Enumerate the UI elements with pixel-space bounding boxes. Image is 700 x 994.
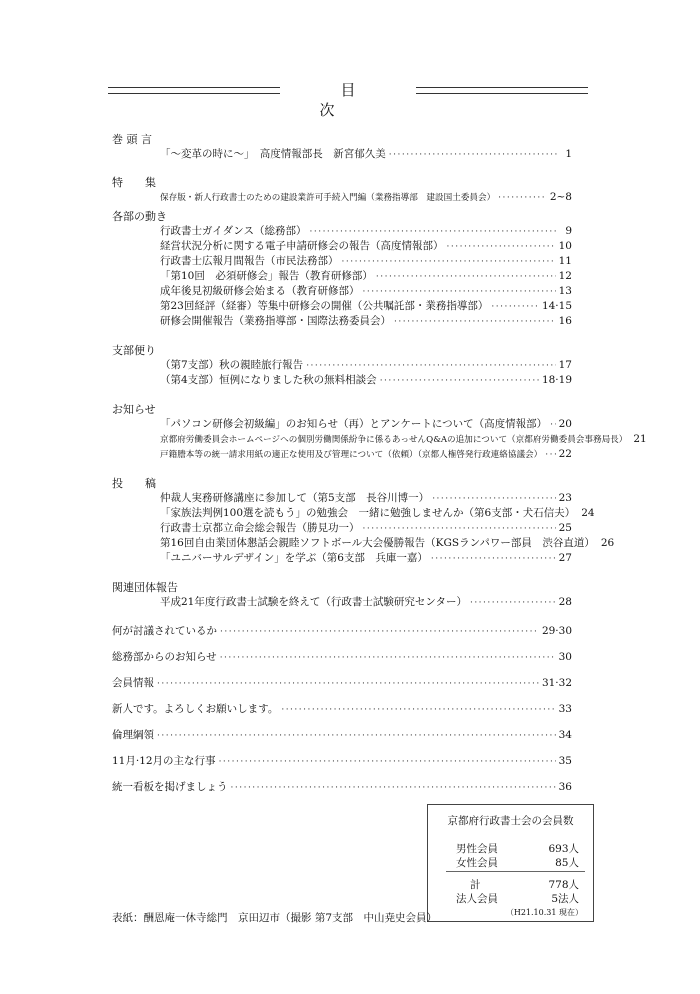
member-count-box: [427, 804, 594, 922]
toc-leader-dots: [306, 359, 555, 374]
toc-entry-title: 総務部からのお知らせ: [112, 651, 217, 663]
toc-page-number: 27: [558, 552, 572, 564]
toc-page-number: 11: [558, 255, 572, 267]
toc-entry-title: 成年後見初級研修会始まる（教育研修部）: [160, 285, 360, 297]
toc-entry: [112, 551, 572, 566]
toc-leader-dots: [380, 374, 539, 389]
toc-leader-dots: [231, 781, 556, 796]
toc-leader-dots: [220, 625, 539, 640]
page-title: 目 次: [319, 81, 455, 119]
toc-leader-dots: [342, 255, 556, 270]
toc-section-heading: 関連団体報告: [112, 581, 178, 594]
toc-entry: [112, 521, 572, 536]
member-row-male: [456, 841, 579, 856]
toc-leader-dots: [550, 418, 555, 433]
toc-page-number: 25: [558, 522, 572, 534]
toc-page-number: 10: [558, 240, 572, 252]
toc-page-number: 1: [565, 148, 572, 160]
toc-page-number: 35: [558, 755, 572, 767]
toc-leader-dots: [432, 492, 555, 507]
toc-page-number: 30: [558, 651, 572, 663]
member-value: 85人: [555, 857, 579, 869]
toc-page-number: 29·30: [541, 625, 572, 637]
toc-entry-title: 「～変革の時に～」 高度情報部長 新宮郁久美: [160, 148, 386, 160]
toc-page-number: 36: [558, 781, 572, 793]
toc-entry: [112, 536, 615, 551]
toc-entry: [112, 284, 572, 299]
toc-page-number: 13: [558, 285, 572, 297]
toc-standalone-entry: [112, 780, 572, 795]
toc-entry-title: 京都府労働委員会ホームページへの個別労働関係紛争に係るあっせんQ&Aの追加について（京都府労働委員会事務局長）: [160, 435, 628, 445]
member-row-female: [456, 855, 579, 870]
toc-entry: [112, 269, 572, 284]
toc-entry: [112, 432, 647, 447]
cover-caption: 表紙：酬恩庵一休寺総門 京田辺市（撮影 第7支部 中山尭史会員）: [112, 912, 438, 924]
toc-entry-title: 統一看板を掲げましょう: [112, 781, 228, 793]
member-box-title: 京都府行政書士会の会員数: [447, 815, 574, 827]
member-label: 法人会員: [456, 893, 498, 905]
toc-page-number: 23: [558, 492, 572, 504]
toc-entry-title: 「第10回 必須研修会」報告（教育研修部）: [160, 270, 373, 282]
toc-header: [108, 80, 588, 119]
toc-entry-title: 保存版・新人行政書士のための建設業許可手続入門編（業務指導部 建設国土委員会）: [160, 193, 496, 203]
toc-page-number: 20: [558, 418, 572, 430]
toc-section-heading: 各部の動き: [112, 210, 167, 223]
toc-entry-title: 何が討議されているか: [112, 625, 217, 637]
toc-leader-dots: [309, 225, 557, 240]
toc-entry-title: 「家族法判例100選を読もう」の勉強会 一緒に勉強しませんか（第6支部・犬石信夫）: [160, 507, 576, 519]
toc-leader-dots: [491, 300, 539, 315]
toc-entry-title: 新人です。よろしくお願いします。: [112, 703, 279, 715]
toc-entry-title: 行政書士京都立命会総会報告（勝見功一）: [160, 522, 360, 534]
toc-standalone-entry: [112, 676, 572, 691]
toc-page-number: 2~8: [549, 191, 572, 203]
toc-leader-dots: [363, 522, 556, 537]
toc-leader-dots: [376, 270, 556, 285]
toc-entry-title: 「パソコン研修会初級編」のお知らせ（再）とアンケートについて（高度情報部）: [160, 418, 548, 430]
toc-entry-title: 行政書士広報月間報告（市民法務部）: [160, 255, 339, 267]
toc-page-number: 34: [558, 729, 572, 741]
toc-standalone-entry: [112, 702, 572, 717]
header-rule-right: [416, 87, 588, 94]
toc-leader-dots: [363, 285, 556, 300]
toc-entry-title: 行政書士ガイダンス（総務部）: [160, 225, 307, 237]
toc-page-number: 17: [558, 359, 572, 371]
toc-leader-dots: [157, 729, 556, 744]
toc-entry: [112, 314, 572, 329]
table-of-contents: [112, 132, 647, 795]
toc-entry: [112, 299, 572, 314]
toc-page-number: 14·15: [541, 300, 572, 312]
toc-page-number: 24: [581, 507, 595, 519]
toc-page-number: 31·32: [541, 677, 572, 689]
toc-leader-dots: [220, 651, 556, 666]
member-box-note: （H21.10.31 現在）: [505, 908, 583, 917]
toc-entry-title: 経営状況分析に関する電子申請研修会の報告（高度情報部）: [160, 240, 444, 252]
toc-entry: [112, 506, 595, 521]
toc-leader-dots: [447, 240, 556, 255]
toc-leader-dots: [157, 677, 539, 692]
toc-entry: [112, 254, 572, 269]
toc-entry-title: 戸籍謄本等の統一請求用紙の適正な使用及び管理について（依頼）（京都人権啓発行政連絡協議会）: [160, 450, 543, 460]
toc-entry-title: 研修会開催報告（業務指導部・国際法務委員会）: [160, 315, 391, 327]
toc-leader-dots: [389, 148, 557, 163]
toc-entry: [112, 373, 572, 388]
toc-leader-dots: [545, 448, 555, 463]
toc-entry-title: （第7支部）秋の親睦旅行報告: [160, 359, 304, 371]
toc-standalone-entry: [112, 728, 572, 743]
toc-section-heading: お知らせ: [112, 403, 156, 416]
toc-entry-title: 「ユニバーサルデザイン」を学ぶ（第6支部 兵庫一嘉）: [160, 552, 428, 564]
toc-entry-title: 会員情報: [112, 677, 154, 689]
member-row-corp: [456, 891, 579, 906]
header-rule-left: [108, 87, 280, 94]
member-row-total: [456, 877, 579, 892]
toc-entry-title: （第4支部）恒例になりました秋の無料相談会: [160, 374, 377, 386]
toc-entry-title: 平成21年度行政書士試験を終えて（行政書士試験研究センター）: [160, 596, 467, 608]
toc-entry-title: 第16回自由業団体懇話会親睦ソフトボール大会優勝報告（KGSランパワー部員 渋谷直道）: [160, 537, 595, 549]
toc-entry: [112, 491, 572, 506]
member-box-divider: [446, 871, 585, 872]
toc-entry-title: 11月·12月の主な行事: [112, 755, 216, 767]
toc-leader-dots: [470, 596, 556, 611]
toc-section-heading: 支部便り: [112, 344, 156, 357]
toc-leader-dots: [219, 755, 556, 770]
toc-page-number: 18·19: [541, 374, 572, 386]
member-value: 693人: [548, 843, 579, 855]
toc-leader-dots: [431, 552, 556, 567]
toc-entry: [112, 358, 572, 373]
toc-page-number: 22: [558, 448, 572, 460]
toc-section-heading: 特 集: [112, 176, 156, 189]
toc-page-number: 9: [565, 225, 572, 237]
member-value: 778人: [548, 879, 579, 891]
toc-entry: [112, 147, 572, 162]
toc-entry: [112, 595, 572, 610]
member-value: 5法人: [551, 893, 579, 905]
toc-standalone-entry: [112, 650, 572, 665]
member-label: 女性会員: [456, 857, 498, 869]
toc-entry: [112, 224, 572, 239]
toc-entry: [112, 190, 572, 205]
toc-entry-title: 第23回経評（経審）等集中研修会の開催（公共嘱託部・業務指導部）: [160, 300, 489, 312]
toc-entry: [112, 447, 572, 462]
toc-leader-dots: [498, 191, 547, 206]
toc-page-number: 12: [558, 270, 572, 282]
toc-entry-title: 倫理綱領: [112, 729, 154, 741]
toc-leader-dots: [394, 315, 556, 330]
toc-entry: [112, 239, 572, 254]
member-label: 計: [470, 879, 481, 891]
toc-entry-title: 仲裁人実務研修講座に参加して（第5支部 長谷川博一）: [160, 492, 430, 504]
member-label: 男性会員: [456, 843, 498, 855]
toc-entry: [112, 417, 572, 432]
toc-standalone-entry: [112, 754, 572, 769]
toc-page-number: 26: [600, 537, 615, 549]
toc-section-heading: 投 稿: [112, 477, 156, 490]
toc-standalone-entry: [112, 624, 572, 639]
toc-page-number: 16: [558, 315, 572, 327]
toc-page-number: 33: [558, 703, 572, 715]
toc-leader-dots: [281, 703, 555, 718]
toc-page-number: 28: [558, 596, 572, 608]
toc-section-heading: 巻 頭 言: [112, 133, 152, 146]
toc-page-number: 21: [633, 433, 647, 445]
